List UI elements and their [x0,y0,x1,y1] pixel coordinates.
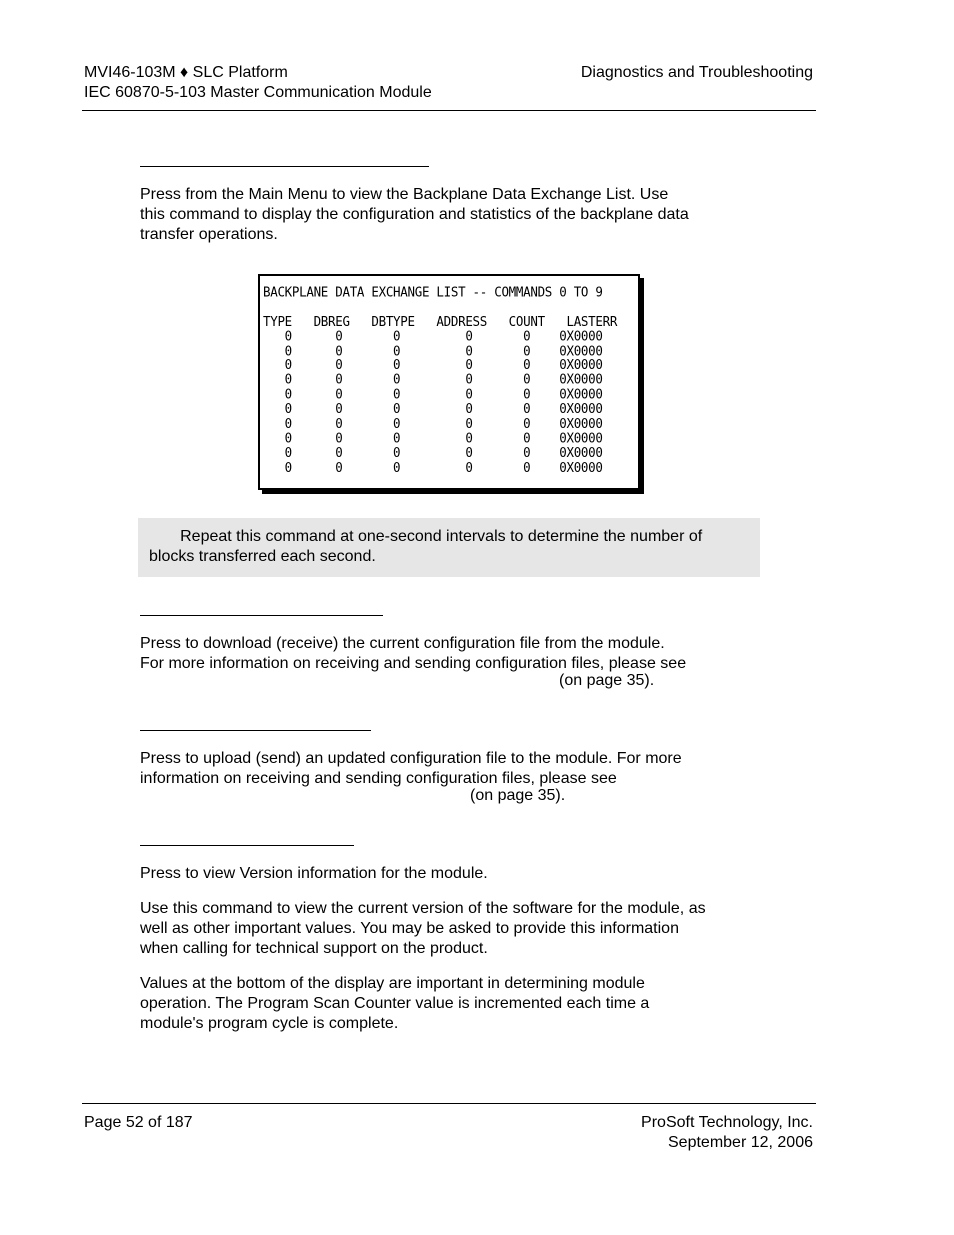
text-line: when calling for technical support on the product. [140,940,488,957]
publication-date: September 12, 2006 [668,1134,813,1151]
scan-counter-paragraph [140,974,760,1034]
terminal-title: BACKPLANE DATA EXCHANGE LIST -- COMMANDS 0 TO 9 [263,283,603,300]
section-heading-underline [140,166,429,167]
page-number: Page 52 of 187 [84,1114,193,1131]
text-line: operation. The Program Scan Counter value is incremented each time a [140,995,650,1012]
company-name: ProSoft Technology, Inc. [641,1114,813,1131]
tip-line: Repeat this command at one-second intervals to determine the number of [149,528,703,545]
tip-note-text [149,527,702,567]
header-section-title: Diagnostics and Troubleshooting [580,64,813,81]
header-module-line: IEC 60870-5-103 Master Communication Module [84,84,432,101]
header-product-line: MVI46-103M ♦ SLC Platform [84,64,288,81]
terminal-row: 0 0 0 0 0 0X0000 [263,458,603,475]
text-line: For more information on receiving and sending configuration files, please see [140,655,687,672]
text-line: Values at the bottom of the display are important in determining module [140,975,645,992]
terminal-row: 0 0 0 0 0 0X0000 [263,327,603,344]
page-reference-link[interactable]: (on page 35). [470,787,566,804]
terminal-row: 0 0 0 0 0 0X0000 [263,415,603,431]
text-line: this command to display the configuration and statistics of the backplane data [140,206,689,223]
header-divider [82,110,816,111]
terminal-column-header: TYPE DBREG DBTYPE ADDRESS COUNT LASTERR [263,313,618,329]
terminal-row: 0 0 0 0 0 0X0000 [263,400,603,417]
version-paragraph [140,864,760,884]
text-line: transfer operations. [140,226,278,243]
tip-line: blocks transferred each second. [149,548,376,565]
header-product [84,63,432,103]
text-line: module's program cycle is complete. [140,1015,399,1032]
text-line: information on receiving and sending configuration files, please see [140,770,617,787]
terminal-row: 0 0 0 0 0 0X0000 [263,371,603,388]
section-heading-underline [140,615,383,616]
terminal-row: 0 0 0 0 0 0X0000 [263,444,603,461]
terminal-row: 0 0 0 0 0 0X0000 [263,356,603,373]
terminal-text [263,285,617,475]
terminal-row: 0 0 0 0 0 0X0000 [263,342,603,359]
page-reference-link[interactable]: (on page 35). [559,672,655,689]
text-line: well as other important values. You may be asked to provide this information [140,920,679,937]
send-paragraph [140,749,760,806]
version-details-paragraph [140,899,760,959]
text-line: Use this command to view the current version of the software for the module, as [140,900,706,917]
text-line: Press to view Version information for the module. [140,865,488,882]
terminal-blank-line [263,300,617,315]
receive-paragraph [140,634,760,691]
tip-note [138,518,760,577]
footer-company-block [641,1113,813,1153]
terminal-row: 0 0 0 0 0 0X0000 [263,386,603,402]
backplane-paragraph [140,185,760,245]
text-line: Press to download (receive) the current configuration file from the module. [140,635,665,652]
terminal-screenshot [258,274,640,490]
text-line: Press to upload (send) an updated configuration file to the module. For more [140,750,682,767]
terminal-row: 0 0 0 0 0 0X0000 [263,429,603,446]
footer-divider [82,1103,816,1104]
text-line: Press from the Main Menu to view the Backplane Data Exchange List. Use [140,186,669,203]
section-heading-underline [140,730,371,731]
section-heading-underline [140,845,354,846]
